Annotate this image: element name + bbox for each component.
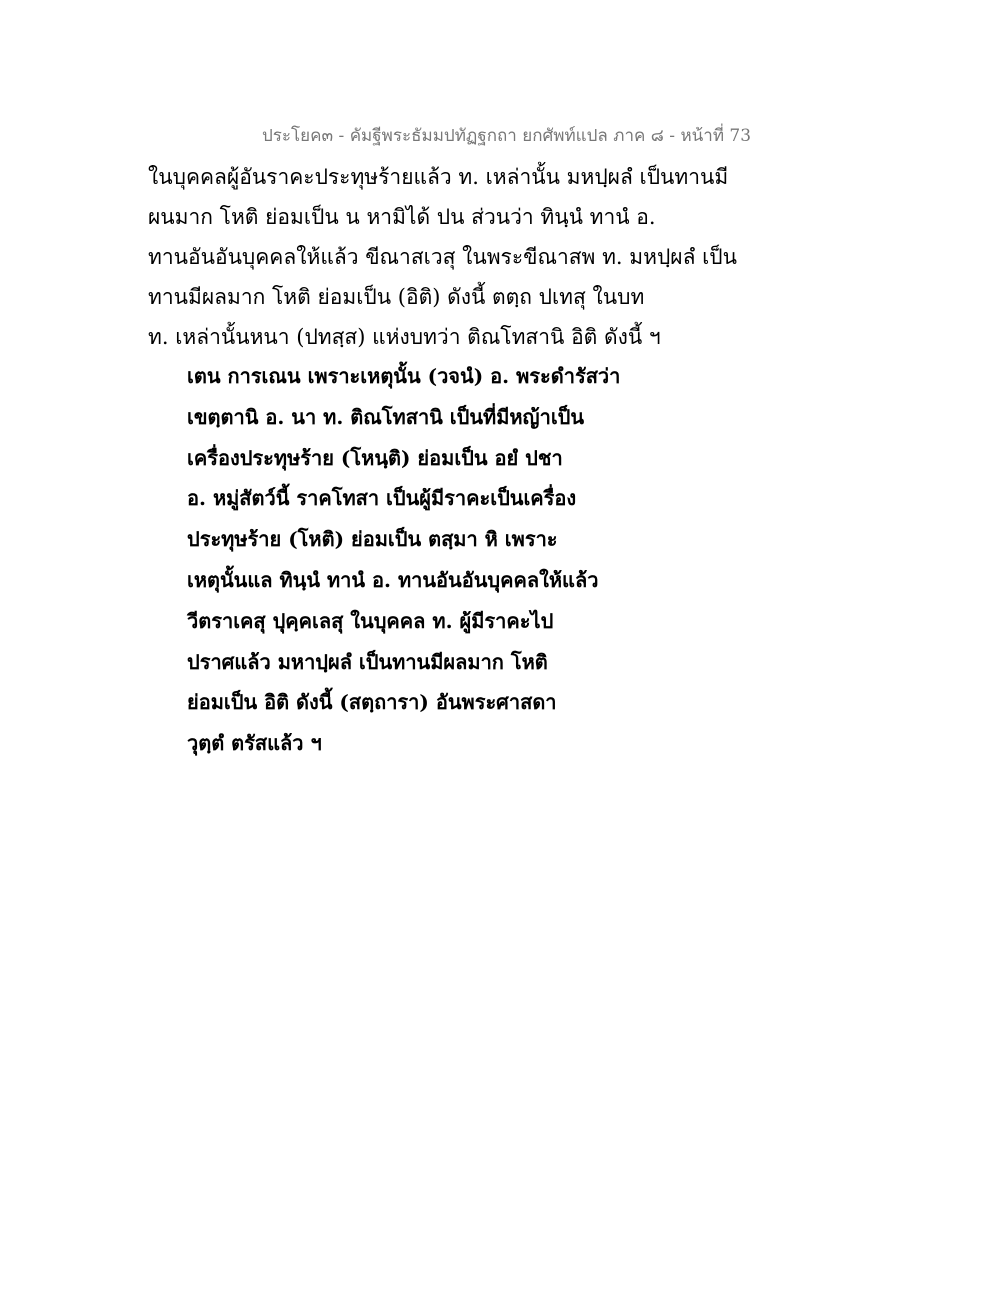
quote-line: ปราศแล้ว มหาปฺผลํ เป็นทานมีผลมาก โหติ (187, 649, 548, 674)
quote-line: เครื่องประทุษร้าย (โหนฺติ) ย่อมเป็น อยํ ปชา (187, 445, 563, 470)
quote-line: เหตุนั้นแล ทินฺนํ ทานํ อ. ทานอันอันบุคคลให้แล้ว (187, 567, 599, 592)
quote-line: เขตฺตานิ อ. นา ท. ติณโทสานิ เป็นที่มีหญ้าเป็น (187, 404, 585, 429)
page-header: ประโยค๓ - คัมฐีพระธัมมปทัฏฐกถา ยกศัพท์แปล ภาค ๘ - หน้าที่ 73 (262, 126, 752, 146)
quote-line: วุตฺตํ ตรัสแล้ว ฯ (187, 731, 322, 756)
quote-line: อ. หมู่สัตว์นี้ ราคโทสา เป็นผู้มีราคะเป็นเครื่อง (187, 486, 577, 511)
quote-line: วีตราเคสุ ปุคฺคเลสุ ในบุคคล ท. ผู้มีราคะไป (187, 608, 554, 633)
body-line: ทานอันอันบุคคลให้แล้ว ขีณาสเวสุ ในพระขีณาสพ ท. มหปฺผลํ เป็น (148, 245, 737, 269)
body-line: ท. เหล่านั้นหนา (ปทสฺส) แห่งบทว่า ติณโทสานิ อิติ ดังนี้ ฯ (148, 325, 661, 349)
body-line: ผนมาก โหติ ย่อมเป็น น หามิได้ ปน ส่วนว่า ทินฺนํ ทานํ อ. (148, 205, 656, 229)
quote-line: ประทุษร้าย (โหติ) ย่อมเป็น ตสฺมา หิ เพราะ (187, 527, 558, 552)
body-text (148, 157, 748, 357)
body-line: ทานมีผลมาก โหติ ย่อมเป็น (อิติ) ดังนี้ ตตฺถ ปเทสุ ในบท (148, 285, 645, 309)
quote-line: ย่อมเป็น อิติ ดังนี้ (สตฺถารา) อันพระศาสดา (187, 690, 557, 715)
quote-line: เตน การเณน เพราะเหตุนั้น (วจนํ) อ. พระดำรัสว่า (187, 364, 621, 388)
indented-quote (187, 356, 747, 764)
body-line: ในบุคคลผู้อันราคะประทุษร้ายแล้ว ท. เหล่านั้น มหปฺผลํ เป็นทานมี (148, 165, 729, 189)
